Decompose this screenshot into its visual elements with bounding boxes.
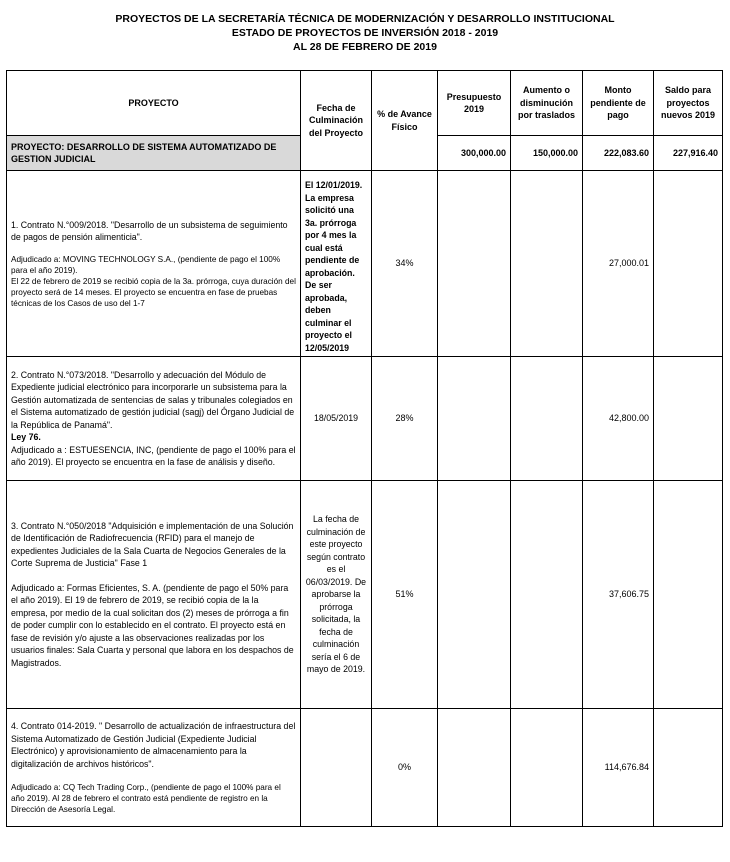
project-name: PROYECTO: DESARROLLO DE SISTEMA AUTOMATIZADO DE GESTION JUDICIAL (7, 136, 301, 171)
col-header-proyecto: PROYECTO (7, 71, 301, 136)
contract-cell (7, 171, 301, 357)
contract-title: 3. Contrato N.°050/2018 "Adquisición e implementación de una Solución de Identificación de Radiofrecuencia (RFID) para el manejo de expedientes Judiciales de la Sala Cuarta de Negocios Generales de la Corte Suprema de Justicia" Fase 1 (11, 520, 294, 569)
aumento-cell (511, 481, 583, 709)
monto-pendiente: 114,676.84 (583, 709, 654, 827)
col-header-monto: Monto pendiente de pago (583, 71, 654, 136)
saldo-cell (654, 357, 723, 481)
table-row (7, 481, 723, 709)
contract-detail: Adjudicado a : ESTUESENCIA, INC, (pendiente de pago el 100% para el año 2019). El proyecto se encuentra en la fase de análisis y diseño. (11, 444, 296, 467)
aumento-cell (511, 171, 583, 357)
contract-detail: Adjudicado a: MOVING TECHNOLOGY S.A., (pendiente de pago el 100% para el año 2019). (11, 254, 281, 275)
project-monto: 222,083.60 (583, 136, 654, 171)
report-title: PROYECTOS DE LA SECRETARÍA TÉCNICA DE MODERNIZACIÓN Y DESARROLLO INSTITUCIONAL (115, 13, 615, 25)
monto-pendiente: 37,606.75 (583, 481, 654, 709)
project-saldo: 227,916.40 (654, 136, 723, 171)
table-row (7, 171, 723, 357)
col-header-aumento: Aumento o disminución por traslados (511, 71, 583, 136)
contract-cell (7, 481, 301, 709)
contract-detail: Adjudicado a: CQ Tech Trading Corp., (pendiente de pago el 100% para el año 2019). Al 28 de febrero el contrato está pendiente de registro en la Dirección de Asesoría Legal. (11, 783, 281, 814)
culmination-date: La fecha de culminación de este proyecto según contrato es el 06/03/2019. De aprobarse la prórroga solicitada, la fecha de culminación sería el 6 de mayo de 2019. (301, 481, 372, 709)
col-header-presupuesto: Presupuesto 2019 (438, 71, 511, 136)
contract-cell (7, 357, 301, 481)
contract-title: 1. Contrato N.°009/2018. "Desarrollo de un subsistema de seguimiento de pagos de pensión alimenticia". (11, 219, 288, 242)
saldo-cell (654, 481, 723, 709)
culmination-date (301, 709, 372, 827)
contract-detail: El 22 de febrero de 2019 se recibió copia de la 3a. prórroga, cuya duración del proyecto será de 14 meses. El proyecto se encuentra en fase de pruebas técnicas de los Casos de uso del 1-7 (11, 276, 296, 308)
report-header (0, 12, 730, 54)
col-header-saldo: Saldo para proyectos nuevos 2019 (654, 71, 723, 136)
presupuesto-cell (438, 709, 511, 827)
project-aumento: 150,000.00 (511, 136, 583, 171)
report-subtitle: ESTADO DE PROYECTOS DE INVERSIÓN 2018 - 2019 (231, 27, 499, 39)
aumento-cell (511, 709, 583, 827)
report-date: AL 28 DE FEBRERO DE 2019 (293, 41, 437, 53)
monto-pendiente: 27,000.01 (583, 171, 654, 357)
project-presupuesto: 300,000.00 (438, 136, 511, 171)
col-header-avance: % de Avance Físico (372, 71, 438, 171)
col-header-fecha: Fecha de Culminación del Proyecto (301, 71, 372, 171)
monto-pendiente: 42,800.00 (583, 357, 654, 481)
presupuesto-cell (438, 357, 511, 481)
saldo-cell (654, 171, 723, 357)
culmination-date: 18/05/2019 (301, 357, 372, 481)
presupuesto-cell (438, 481, 511, 709)
contract-title: 4. Contrato 014-2019. " Desarrollo de actualización de infraestructura del Sistema Automatizado de Gestión Judicial (Expediente Judicial Electrónico) y aprovisionamiento de almacenamiento para la digitalización de archivos históricos". (11, 721, 296, 769)
progress-percent: 28% (372, 357, 438, 481)
culmination-date: El 12/01/2019. La empresa solicitó una 3a. prórroga por 4 mes la cual está pendiente de aprobación. De ser aprobada, deben culminar el proyecto el 12/05/2019 (301, 171, 372, 357)
table-row (7, 357, 723, 481)
presupuesto-cell (438, 171, 511, 357)
contract-detail: Adjudicado a: Formas Eficientes, S. A. (pendiente de pago el 50% para el año 2019). El 19 de febrero de 2019, se recibió copia de la la empresa, por medio de la cual solicitan dos (2) meses de prórroga a fin de poder cumplir con lo establecido en el contrato. El proyecto está en fase de revisión y/o ajuste a las observaciones realizadas por los usuarios finales: Sala Cuarta y personal que labora en los despachos de Magistrados. (11, 582, 294, 668)
contract-cell (7, 709, 301, 827)
contract-law: Ley 76. (11, 432, 41, 442)
contract-title: 2. Contrato N.°073/2018. "Desarrollo y adecuación del Módulo de Expediente judicial electrónico para incorporarle un subsistema para la Gestión automatizada de sentencias de salas y tribunales colegiados en el Sistema automatizado de gestión judicial (sagj) del Órgano Judicial de la República de Panamá". (11, 369, 295, 430)
saldo-cell (654, 709, 723, 827)
aumento-cell (511, 357, 583, 481)
progress-percent: 51% (372, 481, 438, 709)
table-row (7, 709, 723, 827)
projects-table (6, 70, 723, 827)
progress-percent: 0% (372, 709, 438, 827)
table-header-row (7, 71, 723, 136)
progress-percent: 34% (372, 171, 438, 357)
